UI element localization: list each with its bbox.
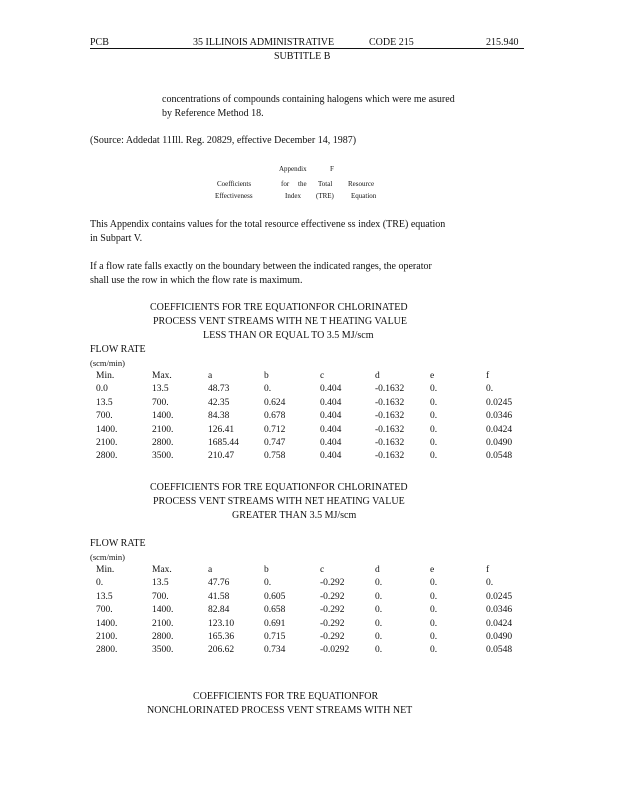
table-row [90, 592, 530, 604]
table-cell: 1400. [152, 411, 174, 422]
table-cell: 0. [430, 591, 438, 602]
table-cell: 0. [375, 578, 383, 589]
table-cell: 0.404 [320, 424, 342, 435]
table-cell: 0. [486, 384, 494, 395]
table-cell: 0. [375, 645, 383, 656]
appendix-label: Appendix [279, 165, 307, 173]
appendix-letter: F [330, 165, 334, 173]
column-header: a [208, 565, 213, 575]
table-row [90, 425, 530, 437]
table-row [90, 645, 530, 657]
paragraph-2-line-2: shall use the row in which the flow rate is maximum. [90, 275, 303, 286]
table-cell: 0. [430, 632, 438, 642]
source-note: (Source: Addedat 11Ill. Reg. 20829, effective December 14, 1987) [90, 135, 357, 146]
column-header: c [320, 565, 325, 575]
header-title: 35 ILLINOIS ADMINISTRATIVE [193, 37, 335, 48]
table-cell: 0.658 [264, 605, 286, 616]
column-header: e [430, 565, 435, 575]
table-cell: 0. [430, 424, 438, 435]
table-cell: 0. [430, 411, 438, 422]
table-cell: -0.292 [320, 632, 345, 642]
table-row [90, 438, 530, 450]
table-cell: 1400. [96, 424, 118, 435]
table-cell: 0. [375, 591, 383, 602]
table-cell: 2100. [152, 618, 174, 629]
intro-line-2: by Reference Method 18. [162, 108, 264, 119]
table2-title-1: COEFFICIENTS FOR TRE EQUATIONFOR CHLORINATED [150, 482, 408, 493]
table-cell: 700. [96, 605, 113, 616]
column-header: Max. [152, 565, 172, 575]
table-row [90, 451, 530, 463]
table-cell: 700. [152, 591, 169, 602]
table1-title-3: LESS THAN OR EQUAL TO 3.5 MJ/scm [203, 330, 374, 341]
table-cell: 0.404 [320, 451, 342, 462]
table-cell: 0. [430, 578, 438, 589]
column-header: Min. [96, 565, 115, 575]
table-cell: 700. [96, 411, 113, 422]
header-rule [90, 48, 524, 49]
header-section: 215.940 [486, 37, 519, 48]
table-cell: 0. [430, 605, 438, 616]
table-cell: 0.0346 [486, 411, 513, 422]
header-agency: PCB [90, 37, 109, 48]
column-header: d [375, 565, 380, 575]
appendix-word-equation: Equation [351, 192, 377, 200]
table-cell: 0. [375, 605, 383, 616]
table-cell: -0.1632 [375, 397, 405, 408]
table-cell: 84.38 [208, 411, 230, 422]
column-header: Max. [152, 371, 172, 381]
table1-title-2: PROCESS VENT STREAMS WITH NE T HEATING VALUE [153, 316, 408, 327]
table-cell: 0.691 [264, 618, 286, 629]
appendix-word-tre: (TRE) [316, 192, 334, 200]
table2-unit-label: (scm/min) [90, 552, 125, 562]
table-cell: 210.47 [208, 451, 235, 462]
table1-header-row [90, 371, 530, 383]
column-header: f [486, 371, 490, 381]
table-cell: 0. [430, 618, 438, 629]
table-row [90, 398, 530, 410]
table-cell: 0.0424 [486, 618, 513, 629]
table-cell: 13.5 [96, 591, 113, 602]
table-cell: 2800. [152, 632, 174, 642]
table-cell: 13.5 [96, 397, 113, 408]
column-header: Min. [96, 371, 115, 381]
table-cell: -0.1632 [375, 424, 405, 435]
table-row [90, 384, 530, 396]
table-cell: 3500. [152, 645, 174, 656]
table-cell: 2800. [96, 645, 118, 656]
header-subtitle: SUBTITLE B [274, 51, 331, 62]
appendix-word-resource: Resource [348, 180, 375, 188]
table-cell: 0.404 [320, 438, 342, 448]
table-cell: 0.624 [264, 397, 286, 408]
table-cell: -0.292 [320, 618, 345, 629]
appendix-word-index: Index [285, 192, 301, 200]
column-header: a [208, 371, 213, 381]
table-cell: 0.605 [264, 591, 286, 602]
table-cell: 82.84 [208, 605, 230, 616]
table-cell: 0.715 [264, 632, 286, 642]
table-row [90, 605, 530, 617]
table-cell: 2100. [96, 632, 118, 642]
table2-flow-label: FLOW RATE [90, 538, 146, 549]
table-cell: 0. [264, 384, 272, 395]
table-cell: 0.0490 [486, 438, 513, 448]
table-cell: -0.292 [320, 605, 345, 616]
table-cell: -0.1632 [375, 384, 405, 395]
column-header: c [320, 371, 325, 381]
table-cell: 0.0548 [486, 451, 513, 462]
table-cell: -0.292 [320, 578, 345, 589]
column-header: b [264, 371, 269, 381]
appendix-word-for: for [281, 180, 290, 188]
table-cell: 0. [430, 451, 438, 462]
table-cell: 0.0245 [486, 591, 513, 602]
table-cell: -0.292 [320, 591, 345, 602]
appendix-word-the: the [298, 180, 307, 188]
table-cell: 165.36 [208, 632, 235, 642]
table-cell: 0.404 [320, 384, 342, 395]
column-header: f [486, 565, 490, 575]
table-cell: 126.41 [208, 424, 235, 435]
table-cell: 0.0245 [486, 397, 513, 408]
table1-title-1: COEFFICIENTS FOR TRE EQUATIONFOR CHLORINATED [150, 302, 408, 313]
table-cell: -0.1632 [375, 451, 405, 462]
paragraph-2-line-1: If a flow rate falls exactly on the boundary between the indicated ranges, the operator [90, 261, 432, 272]
table-cell: 2800. [96, 451, 118, 462]
table-cell: 13.5 [152, 384, 169, 395]
table-cell: 0.0424 [486, 424, 513, 435]
table-cell: 1400. [152, 605, 174, 616]
appendix-word-coefficients: Coefficients [217, 180, 252, 188]
table-cell: 1400. [96, 618, 118, 629]
table2-title-3: GREATER THAN 3.5 MJ/scm [232, 510, 357, 521]
table-cell: 123.10 [208, 618, 235, 629]
table-cell: 0. [96, 578, 104, 589]
appendix-word-total: Total [318, 180, 333, 188]
table-cell: -0.1632 [375, 438, 405, 448]
table2-title-2: PROCESS VENT STREAMS WITH NET HEATING VALUE [153, 496, 405, 507]
table-cell: 2100. [152, 424, 174, 435]
column-header: e [430, 371, 435, 381]
table-cell: 700. [152, 397, 169, 408]
column-header: b [264, 565, 269, 575]
table1-unit-label: (scm/min) [90, 358, 125, 368]
table2-header-row [90, 565, 530, 577]
table-cell: 3500. [152, 451, 174, 462]
table-cell: 42.35 [208, 397, 230, 408]
appendix-word-effectiveness: Effectiveness [215, 192, 253, 200]
table-cell: 0.0346 [486, 605, 513, 616]
table-cell: 0. [486, 578, 494, 589]
table-row [90, 578, 530, 590]
table-row [90, 632, 530, 644]
table-cell: 0.758 [264, 451, 286, 462]
table-row [90, 411, 530, 423]
table-cell: 0.734 [264, 645, 286, 656]
table-cell: 0. [430, 438, 438, 448]
table-cell: 0. [430, 397, 438, 408]
table-cell: 0.404 [320, 397, 342, 408]
table-cell: 0. [430, 384, 438, 395]
table-cell: 2100. [96, 438, 118, 448]
table-cell: 206.62 [208, 645, 235, 656]
header-code: CODE 215 [369, 37, 414, 48]
table-cell: 0.0490 [486, 632, 513, 642]
table-cell: 0.712 [264, 424, 286, 435]
table-cell: 0.747 [264, 438, 286, 448]
table-cell: 0.404 [320, 411, 342, 422]
table-cell: -0.0292 [320, 645, 350, 656]
paragraph-1-line-2: in Subpart V. [90, 233, 143, 244]
intro-line-1: concentrations of compounds containing halogens which were me asured [162, 94, 455, 105]
table-cell: 0. [264, 578, 272, 589]
table-cell: 0. [430, 645, 438, 656]
column-header: d [375, 371, 380, 381]
table-cell: 47.76 [208, 578, 230, 589]
table-cell: 1685.44 [208, 438, 239, 448]
table3-title-2: NONCHLORINATED PROCESS VENT STREAMS WITH NET [147, 705, 413, 716]
table-row [90, 619, 530, 631]
table-cell: 48.73 [208, 384, 230, 395]
table3-title-1: COEFFICIENTS FOR TRE EQUATIONFOR [193, 691, 379, 702]
table-cell: -0.1632 [375, 411, 405, 422]
paragraph-1-line-1: This Appendix contains values for the total resource effectivene ss index (TRE) equation [90, 219, 446, 230]
table-cell: 0.0 [96, 384, 108, 395]
table-cell: 0. [375, 632, 383, 642]
table-cell: 41.58 [208, 591, 230, 602]
table1-flow-label: FLOW RATE [90, 344, 146, 355]
table-cell: 13.5 [152, 578, 169, 589]
table-cell: 0. [375, 618, 383, 629]
table-cell: 0.678 [264, 411, 286, 422]
table-cell: 2800. [152, 438, 174, 448]
table-cell: 0.0548 [486, 645, 513, 656]
